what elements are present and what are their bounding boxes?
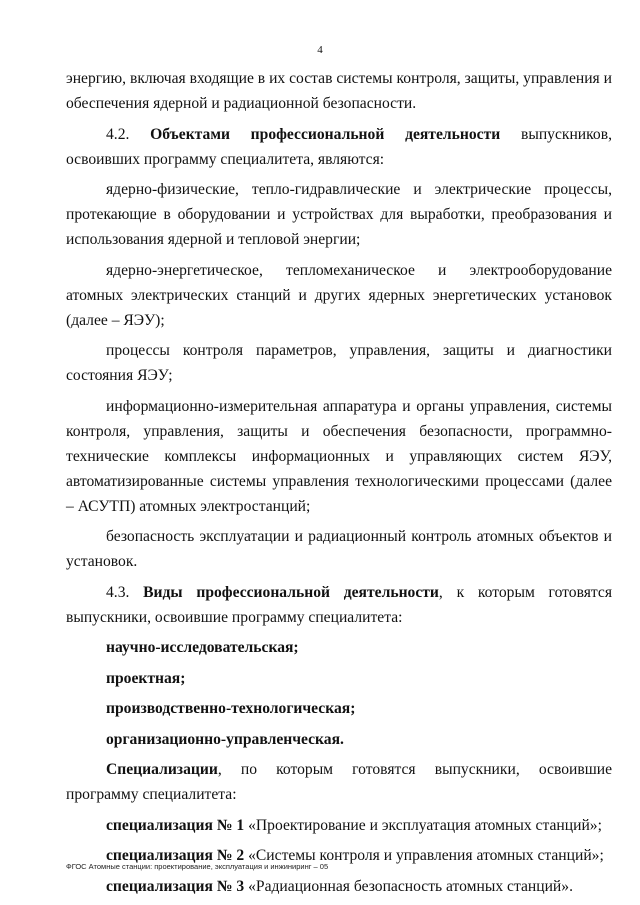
paragraph-specializations: [66, 757, 612, 807]
paragraph-4-2: [66, 122, 612, 172]
activity-type-item: проектная;: [106, 669, 186, 687]
paragraph-text: , к которым готовятся выпускники, освоившие программу специалитета:: [66, 583, 612, 626]
specialization-label: специализация № 2: [106, 847, 245, 864]
activity-type-item: производственно-технологическая;: [106, 700, 356, 717]
section-heading: Объектами профессиональной деятельности: [150, 125, 501, 143]
specialization-item: [66, 813, 612, 838]
paragraph-continuation: энергию, включая входящие в их состав системы контроля, защиты, управления и обеспечения ядерной и радиационной безопасности.: [66, 70, 612, 112]
specialization-item: [66, 874, 612, 899]
specialization-title: «Проектирование и эксплуатация атомных станций»;: [244, 816, 602, 834]
paragraph-processes: ядерно-физические, тепло-гидравлические и электрические процессы, протекающие в оборудовании и устройствах для выработки, преобразования и использования ядерной и тепловой энергии;: [66, 181, 612, 248]
paragraph-control-processes: процессы контроля параметров, управления, защиты и диагностики состояния ЯЭУ;: [66, 342, 612, 384]
section-number: 4.3.: [106, 583, 144, 601]
specialization-title: «Радиационная безопасность атомных станций».: [244, 877, 573, 895]
specialization-title: «Системы контроля и управления атомных станций»;: [244, 847, 604, 864]
paragraph-text: , по которым готовятся выпускники, освоившие программу специалитета:: [66, 761, 612, 803]
page-footer: ФГОС Атомные станции: проектирование, эксплуатация и инжиниринг – 05: [66, 862, 329, 871]
section-number: 4.2.: [106, 125, 151, 143]
specialization-label: специализация № 3: [106, 877, 245, 895]
activity-type-item: организационно-управленческая.: [106, 730, 344, 748]
section-heading: Специализации: [106, 761, 218, 778]
section-heading: Виды профессиональной деятельности: [143, 583, 439, 601]
paragraph-equipment: ядерно-энергетическое, тепломеханическое и электрооборудование атомных электрических станций и других ядерных энергетических установок (далее – ЯЭУ);: [66, 261, 612, 329]
paragraph-instrumentation: информационно-измерительная аппаратура и органы управления, системы контроля, управления, защиты и обеспечения безопасности, программно-технические комплексы информационных и управляющих систем ЯЭУ, автоматизированные системы управления технологическими процессами (далее – АСУТП) атомных электростанций;: [66, 397, 612, 515]
document-body: [66, 66, 612, 904]
activity-type-item: научно-исследовательская;: [106, 639, 299, 656]
paragraph-4-3: [66, 580, 612, 630]
page-number: 4: [317, 44, 323, 56]
specialization-label: специализация № 1: [106, 816, 245, 834]
paragraph-safety: безопасность эксплуатации и радиационный контроль атомных объектов и установок.: [66, 528, 612, 570]
paragraph-text: выпускников, освоивших программу специалитета, являются:: [66, 125, 612, 168]
